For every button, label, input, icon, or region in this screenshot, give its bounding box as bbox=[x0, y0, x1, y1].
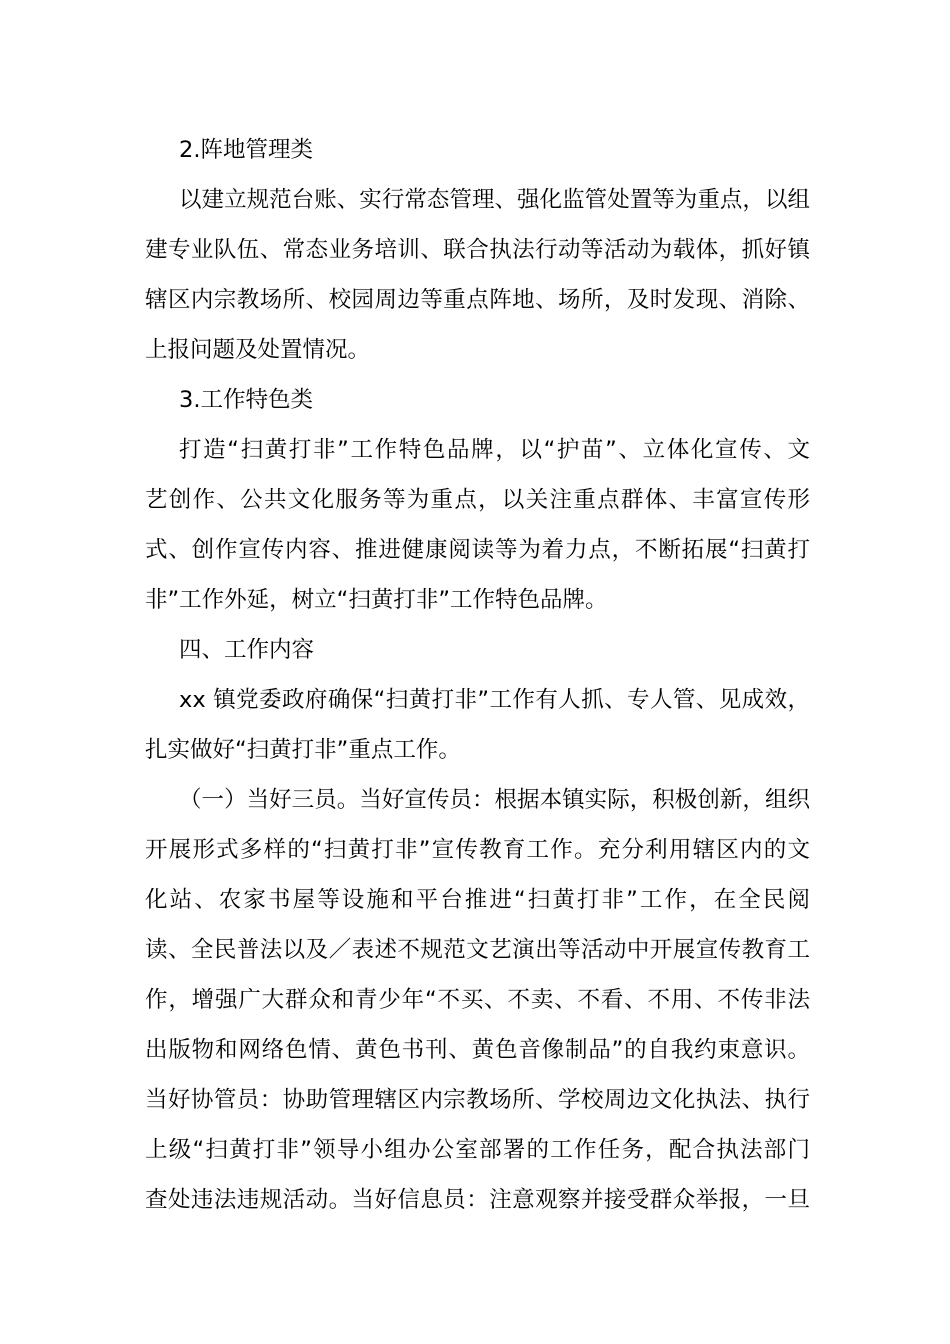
paragraph-line: 式、创作宣传内容、推进健康阅读等为着力点，不断拓展“扫黄打 bbox=[145, 537, 810, 563]
paragraph-line: 非”工作外延，树立“扫黄打非”工作特色品牌。 bbox=[145, 587, 608, 613]
paragraph-line: 上级“扫黄打非”领导小组办公室部署的工作任务，配合执法部门 bbox=[145, 1137, 810, 1163]
paragraph-line: 查处违法违规活动。当好信息员：注意观察并接受群众举报，一旦 bbox=[145, 1187, 810, 1213]
paragraph-line: 出版物和网络色情、黄色书刊、黄色音像制品”的自我约束意识。 bbox=[145, 1037, 810, 1063]
paragraph-line: 读、全民普法以及／表述不规范文艺演出等活动中开展宣传教育工 bbox=[145, 937, 810, 963]
paragraph-line: 化站、农家书屋等设施和平台推进“扫黄打非”工作，在全民阅 bbox=[145, 887, 810, 913]
paragraph-line: xx 镇党委政府确保“扫黄打非”工作有人抓、专人管、见成效， bbox=[179, 687, 810, 713]
paragraph-line: 建专业队伍、常态业务培训、联合执法行动等活动为载体，抓好镇 bbox=[145, 237, 810, 263]
paragraph-line: 以建立规范台账、实行常态管理、强化监管处置等为重点，以组 bbox=[179, 187, 810, 213]
paragraph-line: （一）当好三员。当好宣传员：根据本镇实际，积极创新，组织 bbox=[179, 787, 810, 813]
paragraph-line: 艺创作、公共文化服务等为重点，以关注重点群体、丰富宣传形 bbox=[145, 487, 810, 513]
paragraph-line: 上报问题及处置情况。 bbox=[145, 337, 371, 363]
paragraph-line: 当好协管员：协助管理辖区内宗教场所、学校周边文化执法、执行 bbox=[145, 1087, 810, 1113]
section-heading-work-features: 3.工作特色类 bbox=[179, 387, 313, 413]
section-heading-position-management: 2.阵地管理类 bbox=[179, 137, 313, 163]
paragraph-line: 辖区内宗教场所、校园周边等重点阵地、场所，及时发现、消除、 bbox=[145, 287, 810, 313]
section-heading-work-content: 四、工作内容 bbox=[179, 637, 315, 663]
paragraph-line: 扎实做好“扫黄打非”重点工作。 bbox=[145, 737, 461, 763]
paragraph-line: 作，增强广大群众和青少年“不买、不卖、不看、不用、不传非法 bbox=[145, 987, 810, 1013]
paragraph-line: 开展形式多样的“扫黄打非”宣传教育工作。充分利用辖区内的文 bbox=[145, 837, 810, 863]
paragraph-line: 打造“扫黄打非”工作特色品牌，以“护苗”、立体化宣传、文 bbox=[179, 437, 810, 463]
